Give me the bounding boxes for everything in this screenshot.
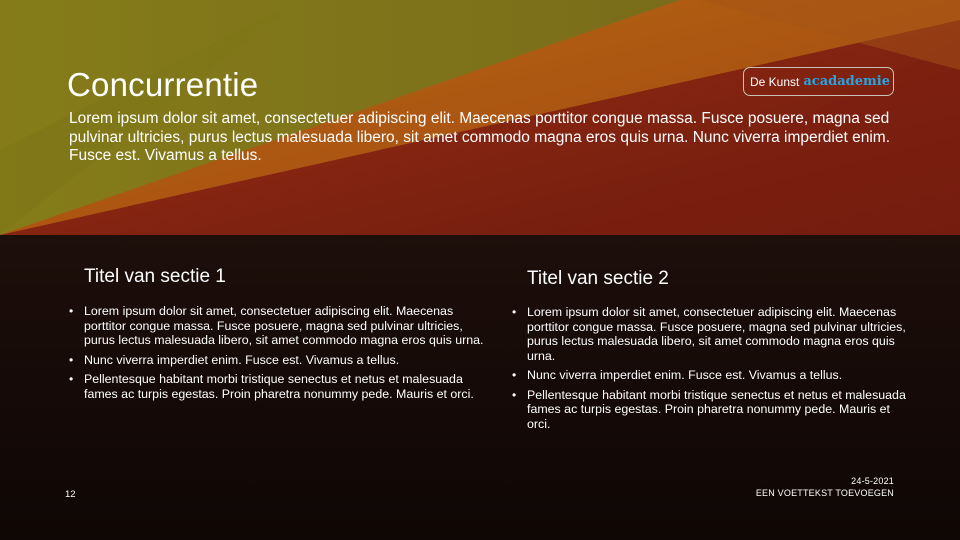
bullet-icon: • [512, 387, 517, 402]
footer-date: 24-5-2021 [851, 476, 894, 486]
list-item-text: Lorem ipsum dolor sit amet, consectetuer adipiscing elit. Maecenas porttitor congue massa. Fusce posuere, magna sed pulvinar ultricies, purus lectus malesuada libero, sit amet commodo magna eros quis urna. [527, 305, 906, 363]
section-2 [512, 268, 912, 436]
section-1-list [69, 304, 484, 401]
list-item [69, 304, 484, 348]
intro-paragraph: Lorem ipsum dolor sit amet, consectetuer adipiscing elit. Maecenas porttitor congue massa. Fusce posuere, magna sed pulvinar ultricies, purus lectus malesuada libero, sit amet commodo magna eros quis urna. Nunc viverra imperdiet enim. Fusce est. Vivamus a tellus. [69, 110, 891, 164]
list-item-text: Lorem ipsum dolor sit amet, consectetuer adipiscing elit. Maecenas porttitor congue massa. Fusce posuere, magna sed pulvinar ultricies, purus lectus malesuada libero, sit amet commodo magna eros quis urna. [84, 304, 484, 347]
footer-text: EEN VOETTEKST TOEVOEGEN [755, 488, 894, 498]
logo-text-part2: acadademie [803, 74, 890, 89]
bullet-icon: • [512, 305, 517, 319]
list-item [512, 387, 912, 432]
bullet-icon: • [69, 352, 74, 367]
list-item-text: Nunc viverra imperdiet enim. Fusce est. Vivamus a tellus. [84, 352, 400, 367]
bullet-icon: • [512, 368, 517, 382]
section-2-list [512, 305, 912, 431]
section-1-heading: Titel van sectie 1 [84, 266, 226, 287]
logo-text-part1: De Kunst [750, 74, 800, 89]
section-1 [69, 266, 484, 406]
list-item-text: Pellentesque habitant morbi tristique senectus et netus et malesuada fames ac turpis egestas. Proin pharetra nonummy pede. Mauris et orci. [527, 387, 906, 431]
list-item-text: Pellentesque habitant morbi tristique senectus et netus et malesuada fames ac turpis egestas. Proin pharetra nonummy pede. Mauris et orci. [84, 372, 474, 401]
bullet-icon: • [69, 372, 74, 386]
list-item [512, 305, 912, 363]
list-item [512, 368, 912, 383]
list-item [69, 372, 484, 401]
page-title: Concurrentie [67, 66, 259, 103]
footer [756, 475, 894, 499]
list-item [69, 352, 484, 368]
logo [743, 67, 894, 96]
section-2-heading: Titel van sectie 2 [527, 268, 669, 289]
page-number: 12 [65, 489, 76, 500]
list-item-text: Nunc viverra imperdiet enim. Fusce est. Vivamus a tellus. [527, 368, 843, 382]
header-band [0, 0, 960, 235]
bullet-icon: • [69, 304, 74, 318]
